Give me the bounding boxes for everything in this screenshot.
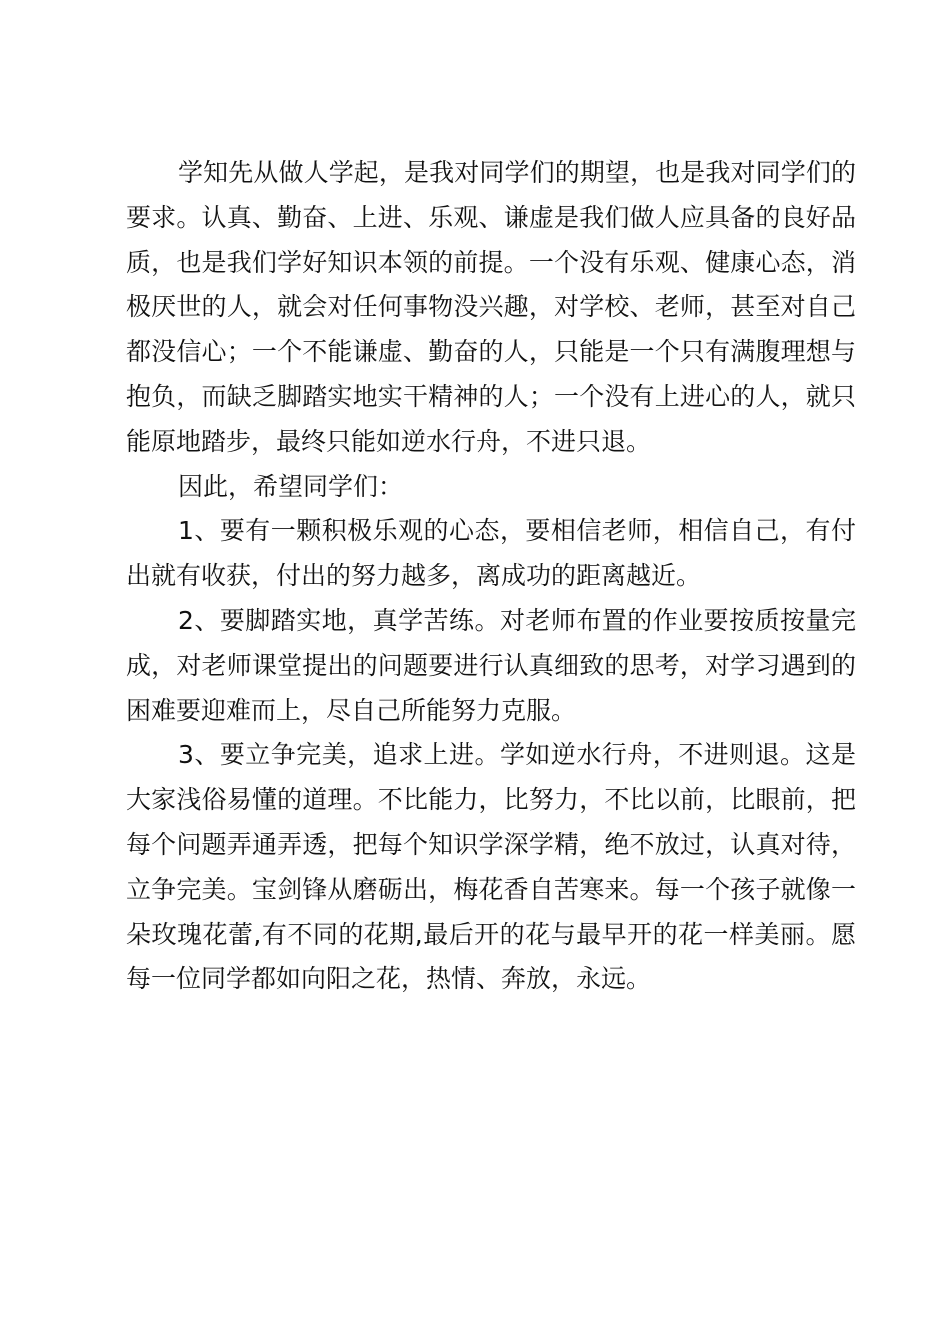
paragraph-point-1: 1、要有一颗积极乐观的心态，要相信老师，相信自己，有付出就有收获，付出的努力越多，离成功的距离越近。 [126,516,856,591]
paragraph-point-2: 2、要脚踏实地，真学苦练。对老师布置的作业要按质按量完成，对老师课堂提出的问题要进行认真细致的思考，对学习遇到的困难要迎难而上，尽自己所能努力克服。 [126,605,856,725]
paragraph-hope: 因此，希望同学们： [178,471,404,501]
paragraph-point-3: 3、要立争完美，追求上进。学如逆水行舟，不进则退。这是大家浅俗易懂的道理。不比能力，比努力，不比以前，比眼前，把每个问题弄通弄透，把每个知识学深学精，绝不放过，认真对待，立争完美。宝剑锋从磨砺出，梅花香自苦寒来。每一个孩子就像一朵玫瑰花蕾,有不同的花期,最后开的花与最早开的花一样美丽。愿每一位同学都如向阳之花，热情、奔放，永远。 [126,740,856,994]
document-body [126,151,856,1002]
paragraph-intro: 学知先从做人学起，是我对同学们的期望，也是我对同学们的要求。认真、勤奋、上进、乐观、谦虚是我们做人应具备的良好品质，也是我们学好知识本领的前提。一个没有乐观、健康心态，消极厌世的人，就会对任何事物没兴趣，对学校、老师，甚至对自己都没信心；一个不能谦虚、勤奋的人，只能是一个只有满腹理想与抱负，而缺乏脚踏实地实干精神的人；一个没有上进心的人，就只能原地踏步，最终只能如逆水行舟，不进只退。 [126,158,856,456]
